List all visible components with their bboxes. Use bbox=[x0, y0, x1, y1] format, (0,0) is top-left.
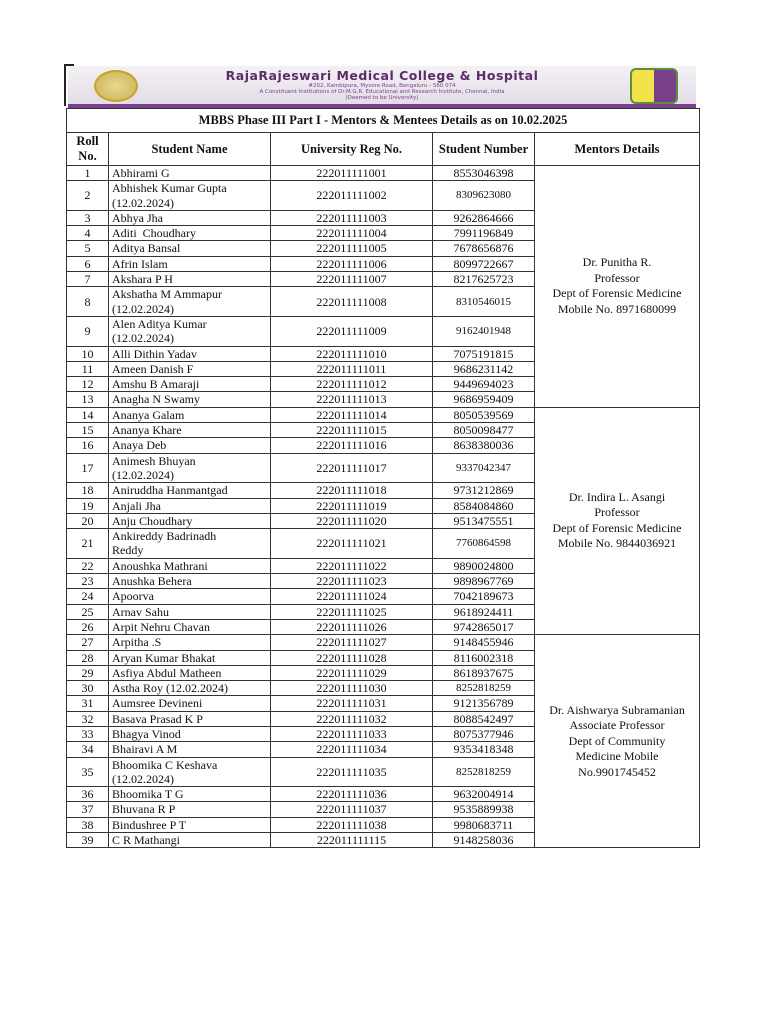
roll-cell: 25 bbox=[67, 604, 109, 619]
college-deemed: (Deemed to be University) bbox=[345, 95, 419, 101]
reg-no-cell: 222011111018 bbox=[271, 483, 433, 498]
reg-no-cell: 222011111020 bbox=[271, 513, 433, 528]
header-reg: University Reg No. bbox=[271, 133, 433, 166]
student-name-cell bbox=[109, 711, 271, 726]
student-number-cell: 8638380036 bbox=[433, 438, 535, 453]
reg-no-cell: 222011111013 bbox=[271, 392, 433, 407]
roll-cell: 26 bbox=[67, 619, 109, 634]
student-number-cell: 8116002318 bbox=[433, 650, 535, 665]
roll-cell: 35 bbox=[67, 757, 109, 787]
student-name: Anushka Behera bbox=[112, 574, 192, 589]
reg-no-cell: 222011111115 bbox=[271, 833, 433, 848]
reg-no-cell: 222011111015 bbox=[271, 423, 433, 438]
roll-cell: 29 bbox=[67, 665, 109, 680]
student-number-cell: 9353418348 bbox=[433, 742, 535, 757]
reg-no-cell: 222011111021 bbox=[271, 529, 433, 559]
student-name: Ameen Danish F bbox=[112, 361, 194, 376]
reg-no-cell: 222011111027 bbox=[271, 635, 433, 650]
student-number-cell: 7991196849 bbox=[433, 226, 535, 241]
roll-cell: 11 bbox=[67, 361, 109, 376]
student-name: Akshara P H bbox=[112, 272, 173, 287]
mentor-line: Dr. Punitha R. bbox=[582, 255, 652, 270]
student-name: Bhoomika T G bbox=[112, 787, 184, 802]
student-name: Arpitha .S bbox=[112, 635, 162, 650]
reg-no-cell: 222011111002 bbox=[271, 181, 433, 211]
roll-cell: 10 bbox=[67, 346, 109, 361]
roll-cell: 12 bbox=[67, 377, 109, 392]
reg-no-cell: 222011111022 bbox=[271, 558, 433, 573]
student-name: Aditi Choudhary bbox=[112, 226, 196, 241]
roll-cell: 16 bbox=[67, 438, 109, 453]
student-name-cell bbox=[109, 483, 271, 498]
student-name-cell bbox=[109, 635, 271, 650]
student-number-cell: 9121356789 bbox=[433, 696, 535, 711]
student-name-cell bbox=[109, 241, 271, 256]
student-name-cell bbox=[109, 665, 271, 680]
roll-cell: 13 bbox=[67, 392, 109, 407]
roll-cell: 5 bbox=[67, 241, 109, 256]
reg-no-cell: 222011111004 bbox=[271, 226, 433, 241]
student-name: Afrin Islam bbox=[112, 256, 168, 271]
student-number-cell: 9513475551 bbox=[433, 513, 535, 528]
mentor-line: No.9901745452 bbox=[578, 764, 656, 779]
student-number-cell: 7678656876 bbox=[433, 241, 535, 256]
reg-no-cell: 222011111035 bbox=[271, 757, 433, 787]
table-body bbox=[67, 166, 700, 848]
student-number-cell: 9686959409 bbox=[433, 392, 535, 407]
mentor-line: Dept of Forensic Medicine bbox=[552, 286, 682, 301]
student-number-cell: 9148455946 bbox=[433, 635, 535, 650]
mentor-line: Dept of Forensic Medicine bbox=[552, 520, 682, 535]
student-name: Anoushka Mathrani bbox=[112, 558, 208, 573]
mentor-line: Medicine Mobile bbox=[575, 749, 659, 764]
student-name: Aryan Kumar Bhakat bbox=[112, 650, 216, 665]
student-number-cell: 8553046398 bbox=[433, 166, 535, 181]
student-name: Ananya Galam bbox=[112, 407, 185, 422]
mentor-line: Professor bbox=[594, 270, 640, 285]
roll-cell: 14 bbox=[67, 407, 109, 422]
reg-no-cell: 222011111030 bbox=[271, 681, 433, 696]
student-name: Abhishek Kumar Gupta bbox=[112, 181, 227, 196]
roll-cell: 28 bbox=[67, 650, 109, 665]
reg-no-cell: 222011111038 bbox=[271, 817, 433, 832]
student-name: Animesh Bhuyan bbox=[112, 453, 196, 468]
student-name: Anagha N Swamy bbox=[112, 392, 200, 407]
student-name-cell bbox=[109, 529, 271, 559]
student-name-cell bbox=[109, 619, 271, 634]
mentor-line: Professor bbox=[594, 505, 640, 520]
reg-no-cell: 222011111003 bbox=[271, 210, 433, 225]
student-number-cell: 8618937675 bbox=[433, 665, 535, 680]
reg-no-cell: 222011111012 bbox=[271, 377, 433, 392]
roll-cell: 33 bbox=[67, 726, 109, 741]
roll-cell: 21 bbox=[67, 529, 109, 559]
reg-no-cell: 222011111010 bbox=[271, 346, 433, 361]
student-name: Abhirami G bbox=[112, 166, 170, 180]
student-name-cell bbox=[109, 210, 271, 225]
student-number-cell: 8310546015 bbox=[433, 287, 535, 317]
student-name: Bhuvana R P bbox=[112, 802, 176, 817]
student-name: Basava Prasad K P bbox=[112, 711, 203, 726]
student-name-cell bbox=[109, 438, 271, 453]
roll-cell: 31 bbox=[67, 696, 109, 711]
reg-no-cell: 222011111007 bbox=[271, 272, 433, 287]
mentor-details-cell bbox=[535, 166, 700, 408]
student-name: Arpit Nehru Chavan bbox=[112, 619, 210, 634]
student-name: Alen Aditya Kumar bbox=[112, 316, 207, 331]
student-number-cell: 8099722667 bbox=[433, 256, 535, 271]
roll-cell: 36 bbox=[67, 787, 109, 802]
reg-no-cell: 222011111029 bbox=[271, 665, 433, 680]
student-number-cell: 8252818259 bbox=[433, 681, 535, 696]
student-name-cell bbox=[109, 423, 271, 438]
roll-cell: 39 bbox=[67, 833, 109, 848]
student-number-cell: 8050098477 bbox=[433, 423, 535, 438]
student-number-cell: 9148258036 bbox=[433, 833, 535, 848]
student-name: Bhairavi A M bbox=[112, 742, 178, 757]
student-number-cell: 9686231142 bbox=[433, 361, 535, 376]
reg-no-cell: 222011111006 bbox=[271, 256, 433, 271]
student-number-cell: 9742865017 bbox=[433, 619, 535, 634]
student-number-cell: 7760864598 bbox=[433, 529, 535, 559]
roll-cell: 3 bbox=[67, 210, 109, 225]
roll-cell: 37 bbox=[67, 802, 109, 817]
student-name: C R Mathangi bbox=[112, 833, 180, 848]
table-row bbox=[67, 407, 700, 422]
mentor-line: Mobile No. 8971680099 bbox=[557, 301, 677, 316]
student-name-note: (12.02.2024) bbox=[112, 331, 174, 346]
student-name: Amshu B Amaraji bbox=[112, 377, 200, 392]
reg-no-cell: 222011111024 bbox=[271, 589, 433, 604]
student-number-cell: 9262864666 bbox=[433, 210, 535, 225]
student-name: Bhagya Vinod bbox=[112, 726, 181, 741]
student-name-cell bbox=[109, 558, 271, 573]
header-mentor: Mentors Details bbox=[535, 133, 700, 166]
header-roll: Roll No. bbox=[67, 133, 109, 166]
student-number-cell: 9449694023 bbox=[433, 377, 535, 392]
header-number: Student Number bbox=[433, 133, 535, 166]
student-name-cell bbox=[109, 346, 271, 361]
roll-cell: 20 bbox=[67, 513, 109, 528]
roll-cell: 8 bbox=[67, 287, 109, 317]
college-address: #202, Kambipura, Mysore Road, Bengaluru - 560 074 bbox=[308, 83, 456, 89]
student-name-cell bbox=[109, 226, 271, 241]
reg-no-cell: 222011111032 bbox=[271, 711, 433, 726]
student-name-note: (12.02.2024) bbox=[112, 301, 174, 316]
student-number-cell: 9731212869 bbox=[433, 483, 535, 498]
student-name-cell bbox=[109, 787, 271, 802]
student-number-cell: 9980683711 bbox=[433, 817, 535, 832]
reg-no-cell: 222011111001 bbox=[271, 166, 433, 181]
student-name-cell bbox=[109, 742, 271, 757]
roll-cell: 34 bbox=[67, 742, 109, 757]
student-number-cell: 9337042347 bbox=[433, 453, 535, 483]
student-number-cell: 8217625723 bbox=[433, 272, 535, 287]
reg-no-cell: 222011111036 bbox=[271, 787, 433, 802]
roll-cell: 23 bbox=[67, 574, 109, 589]
student-name: Alli Dithin Yadav bbox=[112, 346, 198, 361]
student-name-note: (12.02.2024) bbox=[112, 467, 174, 482]
roll-cell: 7 bbox=[67, 272, 109, 287]
mentor-line: Dr. Aishwarya Subramanian bbox=[549, 702, 685, 717]
mentor-details-cell bbox=[535, 407, 700, 634]
mentor-line: Associate Professor bbox=[569, 718, 665, 733]
student-number-cell: 8252818259 bbox=[433, 757, 535, 787]
student-name-cell bbox=[109, 361, 271, 376]
student-name-cell bbox=[109, 256, 271, 271]
reg-no-cell: 222011111037 bbox=[271, 802, 433, 817]
header-name: Student Name bbox=[109, 133, 271, 166]
student-name-cell bbox=[109, 181, 271, 211]
student-name-cell bbox=[109, 392, 271, 407]
student-number-cell: 7042189673 bbox=[433, 589, 535, 604]
student-name: Abhya Jha bbox=[112, 210, 163, 225]
student-number-cell: 9632004914 bbox=[433, 787, 535, 802]
reg-no-cell: 222011111016 bbox=[271, 438, 433, 453]
roll-cell: 17 bbox=[67, 453, 109, 483]
student-name-cell bbox=[109, 604, 271, 619]
student-name-cell bbox=[109, 287, 271, 317]
college-emblem-right-icon bbox=[630, 68, 678, 104]
roll-cell: 27 bbox=[67, 635, 109, 650]
roll-cell: 4 bbox=[67, 226, 109, 241]
student-name-cell bbox=[109, 817, 271, 832]
reg-no-cell: 222011111031 bbox=[271, 696, 433, 711]
reg-no-cell: 222011111008 bbox=[271, 287, 433, 317]
student-name: Asfiya Abdul Matheen bbox=[112, 665, 222, 680]
document-title: MBBS Phase III Part I - Mentors & Mentees Details as on 10.02.2025 bbox=[67, 109, 700, 133]
student-number-cell: 9898967769 bbox=[433, 574, 535, 589]
student-name-cell bbox=[109, 650, 271, 665]
student-name-note: (12.02.2024) bbox=[112, 771, 174, 786]
student-name: Aniruddha Hanmantgad bbox=[112, 483, 228, 498]
student-name: Akshatha M Ammapur bbox=[112, 287, 222, 302]
student-name: Aditya Bansal bbox=[112, 241, 181, 256]
table-row bbox=[67, 635, 700, 650]
student-name-cell bbox=[109, 166, 271, 181]
student-name-note: (12.02.2024) bbox=[112, 195, 174, 210]
roll-cell: 30 bbox=[67, 681, 109, 696]
reg-no-cell: 222011111014 bbox=[271, 407, 433, 422]
student-name: Apoorva bbox=[112, 589, 154, 604]
student-number-cell: 8309623080 bbox=[433, 181, 535, 211]
student-name-cell bbox=[109, 377, 271, 392]
student-number-cell: 8075377946 bbox=[433, 726, 535, 741]
roll-cell: 1 bbox=[67, 166, 109, 181]
reg-no-cell: 222011111019 bbox=[271, 498, 433, 513]
student-name-note: Reddy bbox=[112, 543, 144, 558]
student-name-cell bbox=[109, 453, 271, 483]
mentor-line: Mobile No. 9844036921 bbox=[557, 536, 677, 551]
reg-no-cell: 222011111023 bbox=[271, 574, 433, 589]
roll-cell: 18 bbox=[67, 483, 109, 498]
student-name-cell bbox=[109, 802, 271, 817]
student-name-cell bbox=[109, 407, 271, 422]
roll-cell: 2 bbox=[67, 181, 109, 211]
college-affiliation: A Constituent Institutions of Dr.M.G.R. Educational and Research Institute, Chennai, India bbox=[259, 89, 505, 95]
roll-cell: 24 bbox=[67, 589, 109, 604]
roll-cell: 6 bbox=[67, 256, 109, 271]
reg-no-cell: 222011111034 bbox=[271, 742, 433, 757]
student-number-cell: 7075191815 bbox=[433, 346, 535, 361]
college-banner bbox=[68, 66, 696, 108]
student-number-cell: 9890024800 bbox=[433, 558, 535, 573]
student-name-cell bbox=[109, 316, 271, 346]
student-name: Anjali Jha bbox=[112, 498, 161, 513]
student-name: Anju Choudhary bbox=[112, 513, 193, 528]
student-name-cell bbox=[109, 696, 271, 711]
roll-cell: 9 bbox=[67, 316, 109, 346]
mentees-table bbox=[66, 108, 700, 848]
table-row bbox=[67, 166, 700, 181]
mentor-details-cell bbox=[535, 635, 700, 848]
roll-cell: 22 bbox=[67, 558, 109, 573]
mentor-line: Dept of Community bbox=[568, 733, 666, 748]
reg-no-cell: 222011111009 bbox=[271, 316, 433, 346]
student-name: Astha Roy (12.02.2024) bbox=[112, 681, 228, 696]
student-name-cell bbox=[109, 513, 271, 528]
reg-no-cell: 222011111005 bbox=[271, 241, 433, 256]
student-name-cell bbox=[109, 681, 271, 696]
student-name: Anaya Deb bbox=[112, 438, 167, 453]
student-name-cell bbox=[109, 498, 271, 513]
reg-no-cell: 222011111033 bbox=[271, 726, 433, 741]
student-name-cell bbox=[109, 833, 271, 848]
reg-no-cell: 222011111011 bbox=[271, 361, 433, 376]
student-number-cell: 9162401948 bbox=[433, 316, 535, 346]
student-name: Arnav Sahu bbox=[112, 604, 169, 619]
student-name-cell bbox=[109, 574, 271, 589]
roll-cell: 19 bbox=[67, 498, 109, 513]
student-number-cell: 9618924411 bbox=[433, 604, 535, 619]
college-name: RajaRajeswari Medical College & Hospital bbox=[225, 68, 539, 83]
student-name: Ankireddy Badrinadh bbox=[112, 529, 217, 544]
mentor-line: Dr. Indira L. Asangi bbox=[568, 489, 666, 504]
reg-no-cell: 222011111017 bbox=[271, 453, 433, 483]
student-name-cell bbox=[109, 757, 271, 787]
reg-no-cell: 222011111025 bbox=[271, 604, 433, 619]
student-name: Bindushree P T bbox=[112, 817, 186, 832]
roll-cell: 32 bbox=[67, 711, 109, 726]
student-number-cell: 8050539569 bbox=[433, 407, 535, 422]
roll-cell: 38 bbox=[67, 817, 109, 832]
student-number-cell: 8584084860 bbox=[433, 498, 535, 513]
student-name: Bhoomika C Keshava bbox=[112, 757, 218, 772]
reg-no-cell: 222011111028 bbox=[271, 650, 433, 665]
student-name-cell bbox=[109, 589, 271, 604]
student-name-cell bbox=[109, 726, 271, 741]
student-name-cell bbox=[109, 272, 271, 287]
reg-no-cell: 222011111026 bbox=[271, 619, 433, 634]
student-name: Aumsree Devineni bbox=[112, 696, 203, 711]
roll-cell: 15 bbox=[67, 423, 109, 438]
student-name: Ananya Khare bbox=[112, 423, 182, 438]
student-number-cell: 9535889938 bbox=[433, 802, 535, 817]
student-number-cell: 8088542497 bbox=[433, 711, 535, 726]
